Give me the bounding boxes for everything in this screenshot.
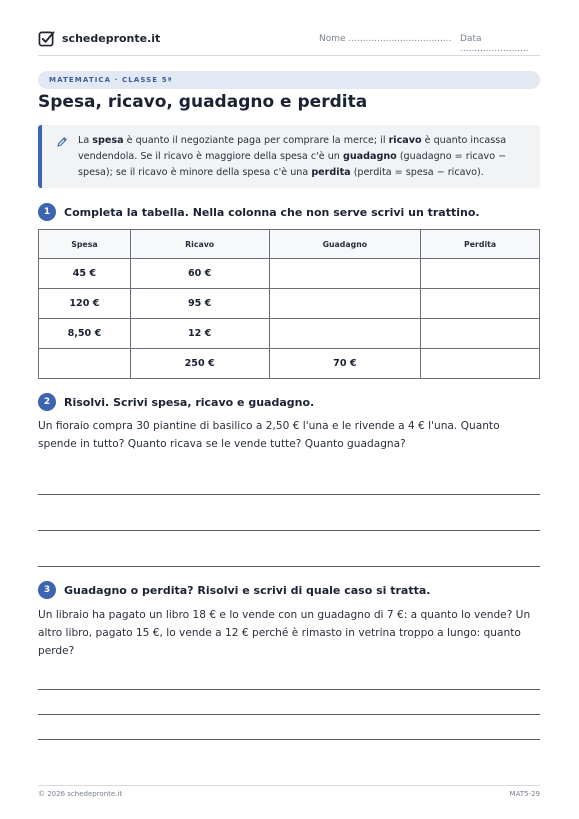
cell-ricavo: 250 €: [130, 349, 269, 379]
cell-ricavo: 60 €: [130, 259, 269, 289]
info-text-part: (perdita = spesa − ricavo).: [350, 167, 484, 178]
date-field[interactable]: Data ........................: [460, 34, 529, 54]
table-row: [39, 259, 540, 289]
cell-perdita[interactable]: [421, 259, 540, 289]
cell-ricavo: 12 €: [130, 319, 269, 349]
info-text-part: (guadagno = ricavo − spesa); se il ricavo è minore della spesa c'è una: [78, 151, 507, 178]
name-field[interactable]: Nome ....................................: [319, 34, 452, 44]
cell-guadagno[interactable]: [269, 289, 421, 319]
cell-perdita[interactable]: [421, 319, 540, 349]
column-header-spesa: Spesa: [39, 230, 131, 259]
subject-tag: MATEMATICA · CLASSE 5ª: [38, 71, 540, 89]
answer-line[interactable]: [38, 689, 540, 690]
term-guadagno: guadagno: [342, 151, 397, 162]
page-header: [38, 30, 540, 56]
question-number: 3: [38, 581, 56, 599]
cell-guadagno: 70 €: [269, 349, 421, 379]
answer-line[interactable]: [38, 494, 540, 495]
question-2-body: Un fioraio compra 30 piantine di basilico a 2,50 € l'una e le rivende a 4 € l'una. Quanto spende in tutto? Quanto ricava se le vende tutte? Quanto guadagna?: [38, 420, 500, 450]
info-text-part: è quanto il negoziante paga per comprare la merce; il: [123, 135, 389, 146]
question-1-heading: [38, 203, 480, 221]
table-header-row: [39, 230, 540, 259]
question-number: 2: [38, 393, 56, 411]
cell-perdita[interactable]: [421, 289, 540, 319]
term-spesa: spesa: [92, 135, 124, 146]
question-2-text: Risolvi. Scrivi spesa, ricavo e guadagno.: [64, 395, 315, 409]
answer-line[interactable]: [38, 739, 540, 740]
table-row: [39, 349, 540, 379]
column-header-guadagno: Guadagno: [269, 230, 421, 259]
cell-guadagno[interactable]: [269, 319, 421, 349]
cell-spesa: 45 €: [39, 259, 131, 289]
question-3-heading: [38, 581, 430, 599]
page-title: Spesa, ricavo, guadagno e perdita: [38, 92, 368, 112]
term-ricavo: ricavo: [388, 135, 422, 146]
info-text: [78, 133, 530, 181]
checkbox-logo-icon: [38, 30, 55, 47]
cell-spesa[interactable]: [39, 349, 131, 379]
cell-guadagno[interactable]: [269, 259, 421, 289]
info-box: [38, 125, 540, 188]
footer-code: MAT5-29: [509, 790, 540, 798]
cell-spesa: 120 €: [39, 289, 131, 319]
info-text-part: La: [78, 135, 93, 146]
column-header-perdita: Perdita: [421, 230, 540, 259]
answer-line[interactable]: [38, 714, 540, 715]
cell-spesa: 8,50 €: [39, 319, 131, 349]
footer-divider: [38, 785, 540, 786]
answer-line[interactable]: [38, 530, 540, 531]
column-header-ricavo: Ricavo: [130, 230, 269, 259]
cell-ricavo: 95 €: [130, 289, 269, 319]
site-name: schedepronte.it: [62, 32, 161, 45]
table-row: [39, 319, 540, 349]
question-1-text: Completa la tabella. Nella colonna che non serve scrivi un trattino.: [64, 205, 480, 219]
term-perdita: perdita: [311, 167, 351, 178]
cell-perdita[interactable]: [421, 349, 540, 379]
question-3-text: Guadagno o perdita? Risolvi e scrivi di quale caso si tratta.: [64, 583, 431, 597]
table-row: [39, 289, 540, 319]
spesa-ricavo-table: [38, 229, 540, 379]
answer-line[interactable]: [38, 566, 540, 567]
question-number: 1: [38, 203, 56, 221]
logo: [38, 30, 160, 47]
question-2-heading: [38, 393, 314, 411]
info-text-part: è quanto incassa vendendola. Se il ricavo è maggiore della spesa c'è un: [78, 135, 507, 162]
footer-copyright: © 2026 schedepronte.it: [38, 790, 123, 798]
question-3-body: Un libraio ha pagato un libro 18 € e lo vende con un guadagno di 7 €: a quanto lo vende? Un altro libro, pagato 15 €, lo vende a 12 € perché è rimasto in vetrina troppo a lungo: quanto perde?: [38, 609, 531, 657]
pencil-icon: [56, 136, 68, 148]
